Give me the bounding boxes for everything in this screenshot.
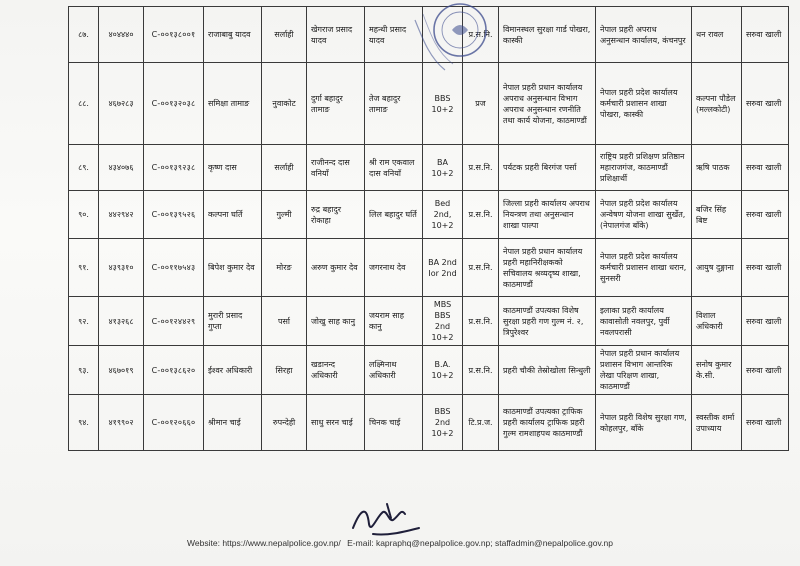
name-cell: मुरारी प्रसाद गुप्ता [204,297,262,346]
roll-number-cell: ४६७०१९ [99,346,144,395]
signatory-cell: बजिर सिंह बिष्ट [692,191,742,239]
district-cell: सर्लाही [262,7,307,63]
father-name-cell: साधु सरन चाई [307,395,365,451]
qualification-cell: MBS BBS 2nd 10+2 [423,297,463,346]
rank-cell: टि.प्र.ज. [463,395,499,451]
police-code-cell: C-००१३८६२० [144,346,204,395]
serial-number-cell: ८८. [69,63,99,145]
grandfather-name-cell: चिनक चाई [365,395,423,451]
police-code-cell: C-००१२४४२९ [144,297,204,346]
current-office-cell: काठमाण्डौं उपत्यका विशेष सुरक्षा प्रहरी गण गुल्म नं. २, त्रिपुरेश्वर [499,297,596,346]
roll-number-cell: ४१९९०२ [99,395,144,451]
new-office-cell: नेपाल प्रहरी प्रधान कार्यालय प्रशासन विभाग आन्तरिक लेखा परिक्षण शाखा, काठमाण्डौं [596,346,692,395]
rank-cell: प्रज [463,63,499,145]
name-cell: कल्पना घर्ति [204,191,262,239]
new-office-cell: नेपाल प्रहरी प्रदेश कार्यालय कर्मचारी प्रशासन शाखा धरान, सुनसरी [596,239,692,297]
name-cell: समिक्षा तामाङ [204,63,262,145]
roll-number-cell: ४०४४४० [99,7,144,63]
signatory-cell: स्वस्तीक शर्मा उपाध्याय [692,395,742,451]
rank-cell: प्र.स.नि. [463,346,499,395]
grandfather-name-cell: महन्थी प्रसाद यादव [365,7,423,63]
police-code-cell: C-००१२०६६० [144,395,204,451]
rank-cell: प्र.स.नि. [463,297,499,346]
table-row [69,145,789,191]
father-name-cell: जोखु साह कानु [307,297,365,346]
qualification-cell: BA 10+2 [423,145,463,191]
result-cell: सरुवा खाली [742,297,789,346]
serial-number-cell: ९०. [69,191,99,239]
father-name-cell: खेगराज प्रसाद यादव [307,7,365,63]
police-code-cell: C-००१३९५२६ [144,191,204,239]
result-cell: सरुवा खाली [742,395,789,451]
father-name-cell: अरुण कुमार देव [307,239,365,297]
district-cell: गुल्मी [262,191,307,239]
name-cell: ईश्वर अधिकारी [204,346,262,395]
grandfather-name-cell: श्री राम एकवाल दास वनियाँ [365,145,423,191]
table-row [69,239,789,297]
result-cell: सरुवा खाली [742,239,789,297]
signatory-cell: थन रावल [692,7,742,63]
result-cell: सरुवा खाली [742,346,789,395]
district-cell: मोरङ [262,239,307,297]
footer-email[interactable]: E-mail: kapraphq@nepalpolice.gov.np; staffadmin@nepalpolice.gov.np [347,538,613,548]
table-row [69,7,789,63]
district-cell: रुपन्देही [262,395,307,451]
qualification-cell: BBS 2nd 10+2 [423,395,463,451]
signatory-cell: आयुष दुङ्गाना [692,239,742,297]
district-cell: सिरहा [262,346,307,395]
signatory-cell: कल्पना पौडेल (मल्लकोटी) [692,63,742,145]
grandfather-name-cell: लिल बहादुर घर्ति [365,191,423,239]
footer-website[interactable]: Website: https://www.nepalpolice.gov.np/ [187,538,341,548]
signature [343,498,428,540]
table-row [69,395,789,451]
roll-number-cell: ४३४०७६ [99,145,144,191]
qualification-cell: Bed 2nd, 10+2 [423,191,463,239]
qualification-cell: BBS 10+2 [423,63,463,145]
police-code-cell: C-००१३२०३८ [144,63,204,145]
table-row [69,346,789,395]
roll-number-cell: ४३९३१० [99,239,144,297]
qualification-cell: BA 2nd Ior 2nd [423,239,463,297]
transfer-table [68,6,789,451]
name-cell: श्रीमान चाई [204,395,262,451]
rank-cell: प्र.स.नि. [463,145,499,191]
roll-number-cell: ४४२९४२ [99,191,144,239]
result-cell: सरुवा खाली [742,7,789,63]
table-body [69,7,789,451]
rank-cell: प्र.स.नि. [463,191,499,239]
district-cell: पर्सा [262,297,307,346]
father-name-cell: खडानन्द अधिकारी [307,346,365,395]
roll-number-cell: ४१३२६८ [99,297,144,346]
result-cell: सरुवा खाली [742,145,789,191]
qualification-cell: B.A. 10+2 [423,346,463,395]
father-name-cell: रुद्र बहादुर रोकाहा [307,191,365,239]
police-code-cell: C-००१३९२३८ [144,145,204,191]
signatory-cell: ऋषि पाठक [692,145,742,191]
current-office-cell: प्रहरी चौकी तेस्रोखोला सिन्धुली [499,346,596,395]
rank-cell: प्र.स.नि. [463,239,499,297]
new-office-cell: राष्ट्रिय प्रहरी प्रशिक्षण प्रतिष्ठान महाराजगंज, काठमाण्डौं प्रशिक्षार्थी [596,145,692,191]
serial-number-cell: ९१. [69,239,99,297]
grandfather-name-cell: जगरनाथ देव [365,239,423,297]
police-code-cell: C-००११७५४३ [144,239,204,297]
table-row [69,297,789,346]
father-name-cell: राजीनन्द दास वनियाँ [307,145,365,191]
qualification-cell [423,7,463,63]
new-office-cell: नेपाल प्रहरी प्रदेश कार्यालय कर्मचारी प्रशासन शाखा पोखरा, कास्की [596,63,692,145]
police-code-cell: C-००१३८००१ [144,7,204,63]
signatory-cell: विशाल अधिकारी [692,297,742,346]
grandfather-name-cell: जयराम साह कानु [365,297,423,346]
current-office-cell: विमानस्थल सुरक्षा गार्ड पोखरा, कास्की [499,7,596,63]
new-office-cell: नेपाल प्रहरी विशेष सुरक्षा गण, कोहलपुर, बाँके [596,395,692,451]
grandfather-name-cell: लक्ष्मिनाथ अधिकारी [365,346,423,395]
result-cell: सरुवा खाली [742,191,789,239]
father-name-cell: दुर्गा बहादुर तामाङ [307,63,365,145]
table-row [69,191,789,239]
page-footer [0,538,800,548]
current-office-cell: नेपाल प्रहरी प्रधान कार्यालय प्रहरी महानिरीक्षकको सचिवालय श्रव्यदृष्य शाखा, काठमाण्डौं [499,239,596,297]
serial-number-cell: ९३. [69,346,99,395]
new-office-cell: इलाका प्रहरी कार्यालय कावासोती नवलपुर, पुर्वी नवलपरासी [596,297,692,346]
serial-number-cell: ९२. [69,297,99,346]
roll-number-cell: ४६७२८३ [99,63,144,145]
current-office-cell: जिल्ला प्रहरी कार्यालय अपराध नियन्त्रण तथा अनुसन्धान शाखा पाल्पा [499,191,596,239]
signatory-cell: सनोष कुमार के.सी. [692,346,742,395]
serial-number-cell: ८९. [69,145,99,191]
district-cell: नुवाकोट [262,63,307,145]
new-office-cell: नेपाल प्रहरी अपराध अनुसन्धान कार्यालय, कंचनपुर [596,7,692,63]
current-office-cell: काठमाण्डौं उपत्यका ट्राफिक प्रहरी कार्यालय ट्राफिक प्रहरी गुल्म रामशाहपथ काठमाण्डौं [499,395,596,451]
grandfather-name-cell: तेज बहादुर तामाङ [365,63,423,145]
new-office-cell: नेपाल प्रहरी प्रदेश कार्यालय अन्वेषण योजना शाखा सुर्खेत, (नेपालगंज बाँके) [596,191,692,239]
name-cell: राजाबाबु यादव [204,7,262,63]
current-office-cell: पर्यटक प्रहरी बिरगंज पर्सा [499,145,596,191]
serial-number-cell: ८७. [69,7,99,63]
district-cell: सर्लाही [262,145,307,191]
rank-cell: प्र.स.नि. [463,7,499,63]
serial-number-cell: ९४. [69,395,99,451]
name-cell: कृष्ण दास [204,145,262,191]
result-cell: सरुवा खाली [742,63,789,145]
name-cell: बिपेश कुमार देव [204,239,262,297]
table-row [69,63,789,145]
current-office-cell: नेपाल प्रहरी प्रधान कार्यालय अपराध अनुसन्धान विभाग अपराध अनुसन्धान रणनीति तथा कार्य योजना, काठमाण्डौं [499,63,596,145]
